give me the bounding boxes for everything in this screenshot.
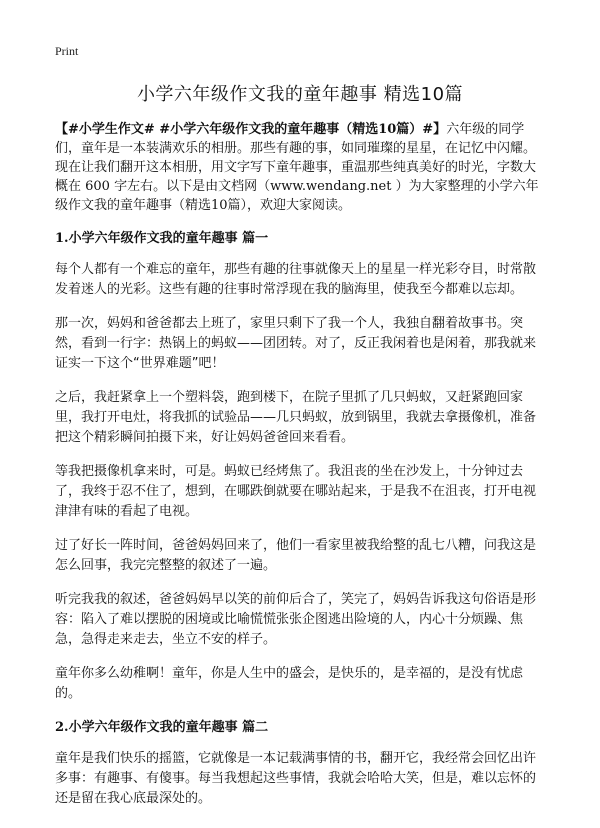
section-heading: 2.小学六年级作文我的童年趣事 篇二 <box>55 720 269 735</box>
intro-lead: 【#小学生作文# #小学六年级作文我的童年趣事（精选10篇）#】 <box>55 122 447 137</box>
section-2 <box>55 718 547 809</box>
intro-text: 六年级的同学们，童年是一本装满欢乐的相册。那些有趣的事，如同璀璨的星星，在记忆中闪耀。现在让我们翻开这本相册，用文字写下童年趣事，重温那些纯真美好的时光，字数大概在 600 字左右。以下是由文档网（www.wendang.net ）为大家整理的小学六年级作文我的童年趣事（精选10篇），欢迎大家阅读。 <box>55 122 539 213</box>
paragraph: 听完我我的叙述，爸爸妈妈早以笑的前仰后合了，笑完了，妈妈告诉我这句俗语是形容：陷入了难以摆脱的困境或比喻慌慌张张企图逃出险境的人，内心十分烦躁、焦急，急得走来走去，坐立不安的样子。 <box>55 592 537 647</box>
intro-paragraph <box>55 120 547 215</box>
section-1 <box>55 229 547 704</box>
section-heading: 1.小学六年级作文我的童年趣事 篇一 <box>55 231 269 246</box>
paragraph: 童年是我们快乐的摇篮，它就像是一本记载满事情的书，翻开它，我经常会回忆出许多事：有趣事、有傻事。每当我想起这些事情，我就会哈哈大笑，但是，难以忘怀的还是留在我心底最深处的。 <box>55 751 537 806</box>
paragraph: 每个人都有一个难忘的童年，那些有趣的往事就像天上的星星一样光彩夺目，时常散发着迷人的光彩。这些有趣的往事时常浮现在我的脑海里，使我至今都难以忘却。 <box>55 262 537 297</box>
print-link[interactable]: Print <box>55 44 79 58</box>
paragraph: 过了好长一阵时间，爸爸妈妈回来了，他们一看家里被我给整的乱七八糟，问我这是怎么回事，我完完整整的叙述了一遍。 <box>55 538 537 573</box>
paragraph: 等我把摄像机拿来时，可是。蚂蚁已经烤焦了。我沮丧的坐在沙发上，十分钟过去了，我终于忍不住了，想到，在哪跌倒就要在哪站起来，于是我不在沮丧，打开电视津津有味的看起了电视。 <box>55 464 537 519</box>
paragraph: 那一次，妈妈和爸爸都去上班了，家里只剩下了我一个人，我独自翻着故事书。突然，看到一行字：热锅上的蚂蚁——团团转。对了，反正我闲着也是闲着，那我就来证实一下这个“世界难题”吧！ <box>55 316 537 371</box>
page-title: 小学六年级作文我的童年趣事 精选10篇 <box>136 84 464 105</box>
paragraph: 童年你多么幼稚啊！童年，你是人生中的盛会，是快乐的，是幸福的，是没有忧虑的。 <box>55 666 524 701</box>
paragraph: 之后，我赶紧拿上一个塑料袋，跑到楼下，在院子里抓了几只蚂蚁，又赶紧跑回家里，我打开电灶，将我抓的试验品——几只蚂蚁，放到锅里，我就去拿摄像机，准备把这个精彩瞬间拍摄下来，好让妈妈爸爸回来看看。 <box>55 390 537 445</box>
article-body <box>55 120 547 823</box>
